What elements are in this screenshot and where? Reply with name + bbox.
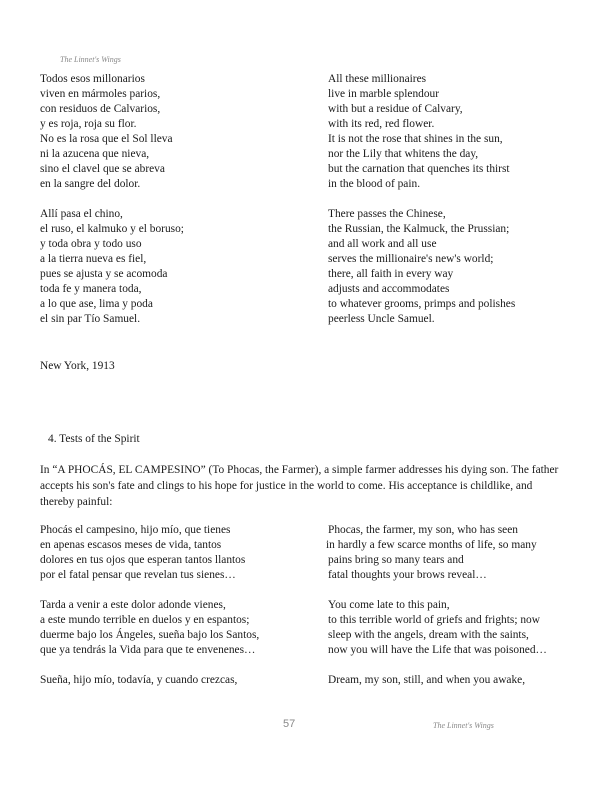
stanza — [40, 207, 184, 327]
verse-line: to whatever grooms, primps and polishes — [328, 298, 516, 310]
verse-line: Sueña, hijo mío, todavía, y cuando crezcas, — [40, 674, 238, 686]
verse-line: No es la rosa que el Sol lleva — [40, 133, 173, 145]
verse-line: serves the millionaire's new's world; — [328, 253, 494, 265]
stanza — [328, 207, 515, 327]
stanza — [40, 673, 259, 688]
poem2-english-column — [326, 523, 547, 703]
poem-dateline: New York, 1913 — [40, 360, 115, 372]
verse-line: y toda obra y todo uso — [40, 238, 142, 250]
section-heading: 4. Tests of the Spirit — [48, 433, 140, 445]
stanza — [326, 673, 547, 688]
verse-line: Phocas, the farmer, my son, who has seen — [328, 524, 518, 536]
verse-line: duerme bajo los Ángeles, sueña bajo los Santos, — [40, 629, 260, 641]
running-head: The Linnet's Wings — [60, 55, 121, 64]
stanza — [40, 72, 184, 192]
verse-line: a lo que ase, lima y poda — [40, 298, 153, 310]
intro-paragraph: In “A PHOCÁS, EL CAMPESINO” (To Phocas, the Farmer), a simple farmer addresses his dying son. The father accepts his son's fate and clings to his hope for justice in the world to come. His acceptance is childlike, and thereby painful: — [40, 464, 559, 508]
verse-line: there, all faith in every way — [328, 268, 454, 280]
poem1-english-column — [328, 72, 515, 342]
verse-line: el ruso, el kalmuko y el boruso; — [40, 223, 184, 235]
verse-line: Todos esos millonarios — [40, 73, 145, 85]
verse-line: There passes the Chinese, — [328, 208, 446, 220]
verse-line: with but a residue of Calvary, — [328, 103, 463, 115]
verse-line: en la sangre del dolor. — [40, 178, 141, 190]
verse-line: sino el clavel que se abreva — [40, 163, 165, 175]
verse-line: in the blood of pain. — [328, 178, 421, 190]
verse-line: Allí pasa el chino, — [40, 208, 123, 220]
verse-line: live in marble splendour — [328, 88, 440, 100]
verse-line: Tarda a venir a este dolor adonde vienes, — [40, 599, 226, 611]
verse-line: dolores en tus ojos que esperan tantos llantos — [40, 554, 246, 566]
verse-line: but the carnation that quenches its thirst — [328, 163, 510, 175]
verse-line: Dream, my son, still, and when you awake, — [328, 674, 526, 686]
stanza — [40, 598, 259, 658]
verse-line: a la tierra nueva es fiel, — [40, 253, 147, 265]
verse-line: It is not the rose that shines in the sun, — [328, 133, 503, 145]
verse-line: pues se ajusta y se acomoda — [40, 268, 168, 280]
verse-line: fatal thoughts your brows reveal… — [328, 569, 487, 581]
stanza — [40, 523, 259, 583]
verse-line: Phocás el campesino, hijo mío, que tienes — [40, 524, 231, 536]
verse-line: to this terrible world of griefs and frights; now — [328, 614, 540, 626]
stanza — [326, 523, 547, 583]
verse-line: por el fatal pensar que revelan tus sienes… — [40, 569, 236, 581]
verse-line: pains bring so many tears and — [328, 554, 464, 566]
verse-line: con residuos de Calvarios, — [40, 103, 161, 115]
poem1-spanish-column — [40, 72, 184, 342]
verse-line: toda fe y manera toda, — [40, 283, 142, 295]
verse-line: en apenas escasos meses de vida, tantos — [40, 539, 222, 551]
verse-line: now you will have the Life that was poisoned… — [328, 644, 547, 656]
running-footer: The Linnet's Wings — [433, 721, 494, 730]
verse-line: a este mundo terrible en duelos y en espantos; — [40, 614, 250, 626]
verse-line: in hardly a few scarce months of life, so many — [326, 539, 537, 551]
verse-line: y es roja, roja su flor. — [40, 118, 137, 130]
verse-line: nor the Lily that whitens the day, — [328, 148, 479, 160]
poem2-spanish-column — [40, 523, 259, 703]
verse-line: the Russian, the Kalmuck, the Prussian; — [328, 223, 510, 235]
stanza — [328, 72, 515, 192]
verse-line: que ya tendrás la Vida para que te envenenes… — [40, 644, 256, 656]
verse-line: adjusts and accommodates — [328, 283, 450, 295]
verse-line: el sin par Tío Samuel. — [40, 313, 141, 325]
verse-line: sleep with the angels, dream with the saints, — [328, 629, 529, 641]
verse-line: peerless Uncle Samuel. — [328, 313, 435, 325]
stanza — [326, 598, 547, 658]
page-number: 57 — [283, 718, 296, 730]
verse-line: You come late to this pain, — [328, 599, 450, 611]
verse-line: and all work and all use — [328, 238, 437, 250]
verse-line: All these millionaires — [328, 73, 427, 85]
verse-line: ni la azucena que nieva, — [40, 148, 150, 160]
verse-line: viven en mármoles parios, — [40, 88, 161, 100]
verse-line: with its red, red flower. — [328, 118, 435, 130]
